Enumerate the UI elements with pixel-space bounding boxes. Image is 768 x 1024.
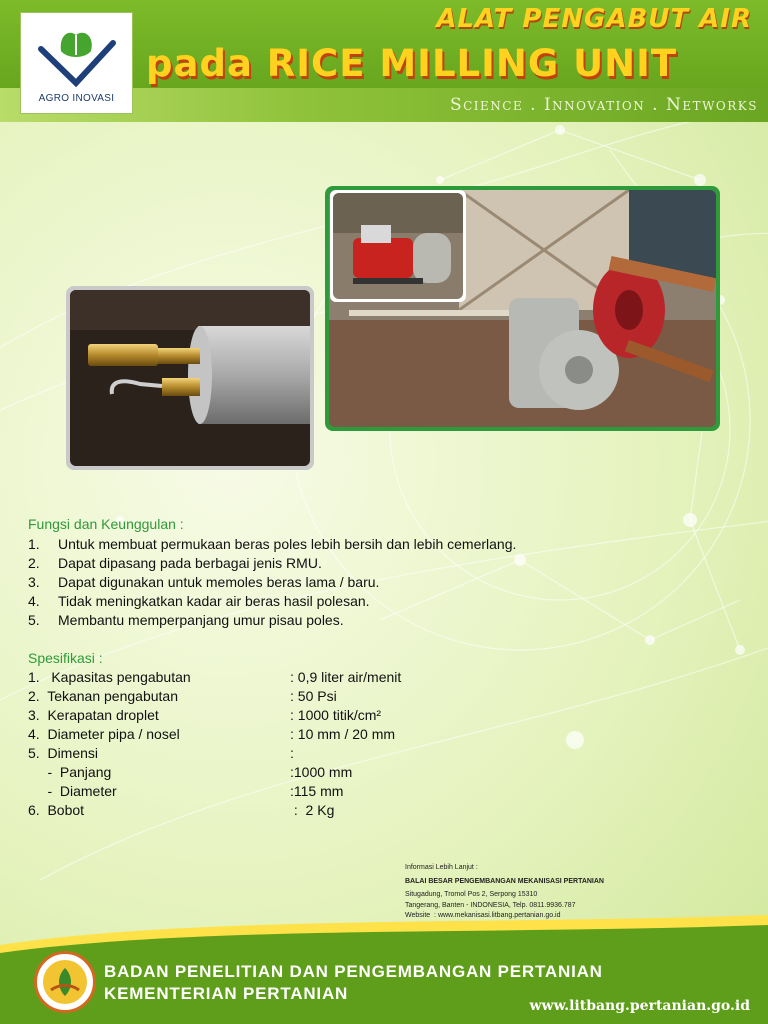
footer-ministry: KEMENTERIAN PERTANIAN	[104, 984, 349, 1003]
ministry-seal	[34, 951, 96, 1013]
title-line-2: pada RICE MILLING UNIT	[146, 42, 678, 85]
contact-heading: Informasi Lebih Lanjut :	[405, 864, 478, 871]
compressor-photo	[330, 190, 466, 302]
list-item: 2. Dapat dipasang pada berbagai jenis RMU.	[28, 555, 322, 571]
contact-address-2: Tangerang, Banten - INDONESIA, Telp. 0811.9936.787	[405, 901, 576, 909]
list-item: 5. Membantu memperpanjang umur pisau poles.	[28, 612, 344, 628]
seal-icon	[37, 954, 93, 1010]
logo-label: AGRO INOVASI	[38, 93, 115, 104]
contact-website: Website : www.mekanisasi.litbang.pertanian.go.id	[405, 912, 561, 919]
nozzle-photo	[66, 286, 314, 470]
specs-heading: Spesifikasi :	[28, 650, 103, 666]
tagline: Science . Innovation . Networks	[449, 95, 758, 115]
footer-agency: BADAN PENELITIAN DAN PENGEMBANGAN PERTANIAN	[104, 962, 603, 981]
footer-website-link[interactable]: www.litbang.pertanian.go.id	[529, 998, 750, 1014]
list-item: 1. Untuk membuat permukaan beras poles lebih bersih dan lebih cemerlang.	[28, 536, 517, 552]
title-line-1: ALAT PENGABUT AIR	[436, 4, 752, 34]
contact-address-1: Situgadung, Tromol Pos 2, Serpong 15310	[405, 891, 538, 898]
list-item: 4. Tidak meningkatkan kadar air beras hasil polesan.	[28, 593, 370, 609]
leaf-logo-icon	[21, 13, 132, 93]
features-list	[28, 535, 516, 630]
agro-inovasi-logo	[20, 12, 133, 114]
contact-org: BALAI BESAR PENGEMBANGAN MEKANISASI PERTANIAN	[405, 877, 604, 885]
features-heading: Fungsi dan Keunggulan :	[28, 516, 184, 532]
poster: AGRO INOVASI ALAT PENGABUT AIR pada RICE MILLING UNIT Science . Innovation . Networks Fungsi dan Keunggulan : 1. Untuk membuat permukaan beras poles lebih bersih dan lebih cemerlang. 2. Dapat dipasang pada berbagai jenis RMU. 3. Dapat digunakan untuk memoles beras lama / baru. 4. Tidak meningkatkan kadar air beras hasil polesan. 5. Membantu memperpanjang umur pisau poles. Spesifikasi : 1. Kapasitas pengabutan : 0,9 liter air/menit 2. Tekanan pengabutan : 50 Psi 3. Kerapatan droplet : 1000 titik/cm² 4. Diameter pipa / nosel : 10 mm / 20 mm 5. Dimensi : - Panjang :1000 mm - Diameter :115 mm 6. Bobot : 2 Kg Informasi Lebih Lanjut : BALAI BESAR PENGEMBANGAN MEKANISASI PERTANIAN Situgadung, Tromol Pos 2, Serpong 15310 Tangerang, Banten - INDONESIA, Telp. 0811.9936.787 Website : www.mekanisasi.litbang.pertanian.go.id BADAN PENELITIAN DAN PENGEMBANGAN PERTANIAN KEMENTERIAN PERTANIAN www.litbang.pertanian.go.id	[0, 0, 768, 1024]
list-item: 3. Dapat digunakan untuk memoles beras lama / baru.	[28, 574, 380, 590]
